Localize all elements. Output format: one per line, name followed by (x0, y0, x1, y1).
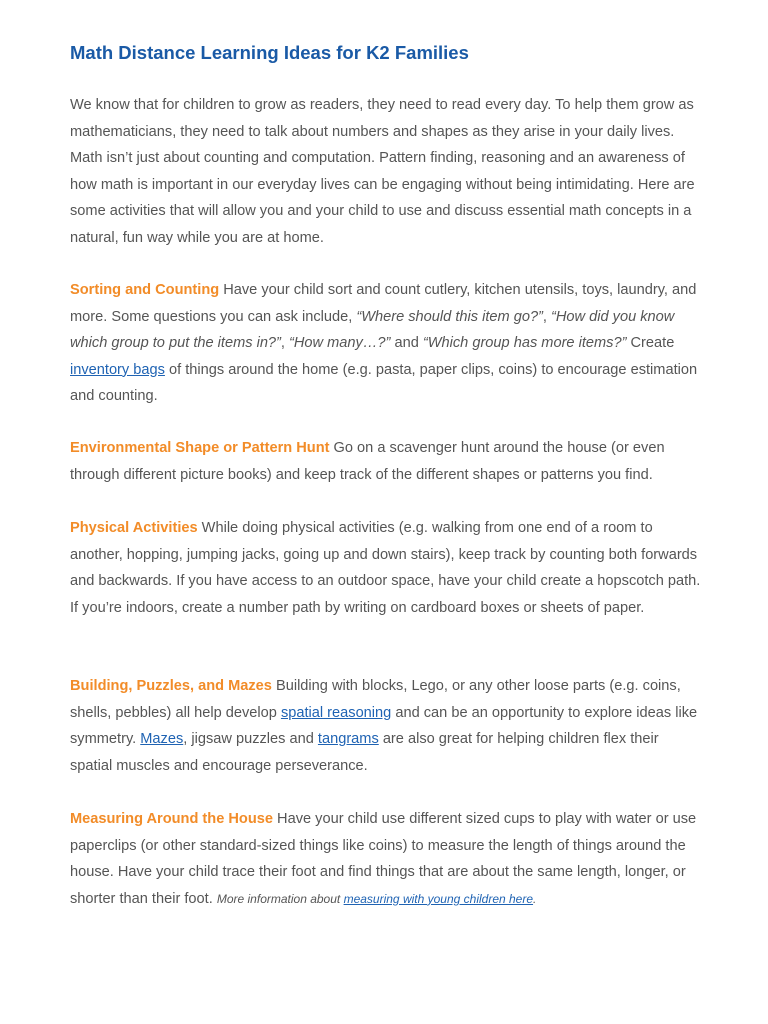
measuring-link[interactable]: measuring with young children here (343, 891, 534, 906)
more-info-note: More information about (216, 891, 344, 906)
section-text: of things around the home (e.g. pasta, paper clips, coins) to encourage estimation and counting. (70, 361, 698, 405)
section-text: , (280, 335, 290, 352)
section-heading: Environmental Shape or Pattern Hunt (70, 440, 330, 456)
question-quote: “How many…?” (289, 335, 391, 352)
tangrams-link[interactable]: tangrams (317, 731, 379, 748)
page-title: Math Distance Learning Ideas for K2 Families (70, 42, 469, 63)
question-quote: “Where should this item go?” (356, 308, 543, 325)
question-quote: “Which group has more items?” (422, 335, 627, 352)
intro-paragraph: We know that for children to grow as readers, they need to read every day. To help them grow as mathematicians, they need to talk about numbers and shapes as they arise in your daily lives. Math isn’t just about counting and computation. Pattern finding, reasoning and an awareness of how math is important in our everyday lives can be engaging without being intimidating. Here are some activities that will allow you and your child to use and discuss essential math concepts in a natural, fun way while you are at home. (70, 97, 695, 246)
section-heading: Measuring Around the House (70, 811, 273, 827)
section-physical-activities (70, 515, 702, 621)
section-heading: Sorting and Counting (70, 282, 220, 298)
section-heading: Physical Activities (70, 520, 198, 536)
more-info-note-end: . (533, 891, 537, 906)
question-quote: “How did you know which group to put the items in?” (70, 308, 675, 352)
section-text: Building with blocks, Lego, or any other loose parts (e.g. coins, shells, pebbles) all help develop (70, 678, 681, 721)
section-text: are also great for helping children flex their spatial muscles and encourage perseverance. (70, 731, 659, 774)
section-text: Have your child use different sized cups to play with water or use paperclips (or other standard-sized things like coins) to measure the length of things around the house. Have your child trace their foot and find things that are about the same length, longer, or shorter than their foot. (70, 811, 697, 907)
section-text: and can be an opportunity to explore ideas like symmetry. (70, 704, 698, 748)
section-sorting-counting (70, 277, 702, 410)
section-heading: Building, Puzzles, and Mazes (70, 678, 272, 694)
section-text: While doing physical activities (e.g. walking from one end of a room to another, hopping, jumping jacks, going up and down stairs), keep track by counting both forwards and backwards. If you have access to an outdoor space, have your child create a hopscotch path. If you’re indoors, create a number path by writing on cardboard boxes or sheets of paper. (70, 520, 701, 616)
section-measuring (70, 806, 702, 912)
section-text: Create (626, 335, 675, 352)
section-text: and (390, 335, 423, 352)
section-building-puzzles-mazes (70, 673, 702, 779)
inventory-bags-link[interactable]: inventory bags (70, 361, 165, 378)
section-text: , (542, 308, 552, 325)
section-shape-pattern-hunt (70, 435, 702, 488)
spatial-reasoning-link[interactable]: spatial reasoning (280, 704, 392, 721)
mazes-link[interactable]: Mazes (140, 731, 184, 748)
section-text: , jigsaw puzzles and (183, 731, 318, 748)
section-text: Go on a scavenger hunt around the house (or even through different picture books) and keep track of the different shapes or patterns you find. (70, 440, 665, 483)
section-text: Have your child sort and count cutlery, kitchen utensils, toys, laundry, and more. Some questions you can ask include, (70, 282, 697, 325)
